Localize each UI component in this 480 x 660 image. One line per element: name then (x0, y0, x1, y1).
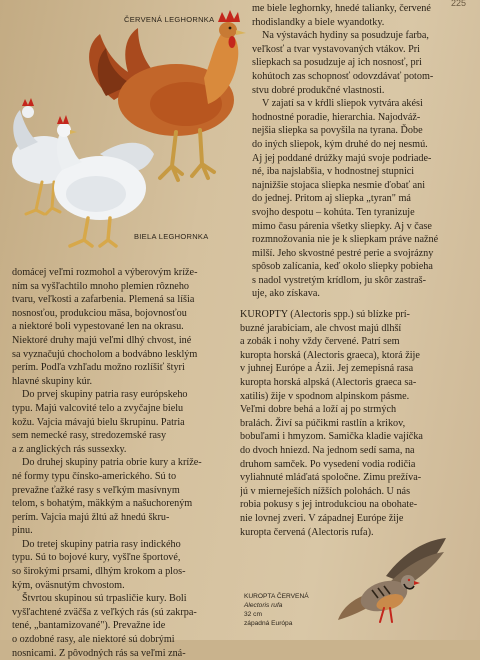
text-line: do iných sliepok, kým druhé do nej nesmú. (252, 138, 428, 150)
text-line: KUROPTY (Alectoris spp.) sú blízke prí- (240, 309, 410, 320)
text-line: milší. Jeho skvostné pestré perie a svojrázny (252, 247, 434, 259)
text-line: najnižšie stojaca sliepka nesmie ďobať ani (252, 179, 426, 191)
text-line: Štvrtou skupinou sú trpasličie kury. Boli (22, 593, 187, 605)
text-line: bralách. Živí sa púčikmi rastlín a krikov, (240, 417, 406, 429)
white-leghorn-hens-illustration (4, 94, 164, 254)
left-column-text (12, 266, 226, 660)
text-line: Veľmi dobre behá a loží aj po strmých (240, 404, 397, 416)
text-line: a z anglických rás sussexky. (12, 443, 127, 455)
text-line: ním sa vyšľachtilo mnoho plemien rôzneho (12, 280, 190, 292)
red-partridge-illustration (334, 532, 454, 636)
text-line: telom, s bohatým, mäkkým a našuchoreným (12, 498, 193, 510)
text-line: kohútoch zas schopnosť odovzdávať potom- (252, 70, 434, 82)
text-line: druhom samček. Po vysedení vodia rodičia (240, 458, 416, 470)
text-line: vyliahnuté mláďatá spoločne. Zimu prežíva- (240, 472, 422, 484)
text-line: Do prvej skupiny patria rasy európskeho (22, 389, 188, 401)
text-line: perím. Podľa vzhľadu možno rozlíšiť štyri (12, 362, 185, 374)
partridge-caption-range: západná Európa (244, 620, 293, 627)
text-line: kuropta horská alpská (Alectoris graeca sa- (240, 376, 417, 388)
text-line: mimo času párenia všetky sliepky. Aj v čase (252, 220, 432, 232)
text-line: a zobák i nohy vždy červené. Patrí sem (240, 336, 400, 348)
text-line: uje, ako získava. (252, 288, 320, 300)
text-line: kuropta červená (Alectoris rufa). (240, 526, 374, 538)
text-line: hlavné skupiny kúr. (12, 375, 93, 387)
partridge-caption (244, 592, 309, 628)
text-line: hodnostné poradie, hierarchia. Najodváž- (252, 111, 421, 123)
text-line: sliepkach sa posudzuje aj ich nosnosť, pri (252, 57, 422, 69)
red-leghorn-caption: ČERVENÁ LEGHORNKA (124, 15, 215, 24)
text-line: kým, oväsnutým chvostom. (12, 579, 125, 591)
text-line: Aj jej poddané drúžky majú svoje podriade- (252, 152, 432, 164)
text-line: tvaru, veľkosti a zafarbenia. Plemená sa líšia (12, 294, 195, 306)
text-line: tené, „bantamizované"). Prevažne ide (12, 620, 166, 632)
partridge-caption-name: KUROPTA ČERVENÁ (244, 593, 309, 600)
partridge-caption-latin: Alectoris rufa (244, 602, 283, 609)
right-column-partridge-text (240, 308, 462, 539)
text-line: sem nemecké rasy, stredozemské rasy (12, 430, 167, 442)
text-line: typu. Majú valcovité telo a zvyčajne bielu (12, 402, 184, 414)
text-line: v juhnej Európe a Ázii. Jej zemepisná rasa (240, 363, 414, 375)
text-line: do jednej. Pritom aj sliepka „tyran" má (252, 193, 411, 205)
text-line: xatilis) žije v spodnom alpinskom pásme. (240, 390, 410, 402)
text-line: rhodislandky a biele wyandotky. (252, 16, 385, 28)
text-line: Na výstavách hydiny sa posudzuje farba, (262, 30, 429, 42)
text-line: do dvoch hniezd. Na jednom sedí sama, na (240, 444, 415, 456)
text-line: kožu. Vajcia mávajú bielu škrupinu. Patria (12, 416, 185, 428)
text-line: so širokými prsami, dlhým krokom a plos- (12, 566, 186, 578)
text-line: o ozdobné rasy, ale niektoré sú dobrými (12, 634, 175, 646)
text-line: s nadol vystretým krídlom, ju skôr zastraš- (252, 274, 427, 286)
text-line: V zajatí sa v kŕdli sliepok vytvára akési (262, 98, 423, 110)
text-line: nosnicami. Z pôvodných rás sa veľmi zná- (12, 647, 186, 659)
white-leghorn-caption: BIELA LEGHORNKA (134, 232, 209, 241)
text-line: jú v mierneješích nížších polohách. U nás (240, 485, 411, 497)
right-column-top-text (252, 2, 462, 301)
text-line: nie lovnej zveri. V západnej Európe žije (240, 512, 404, 524)
text-line: né, iba najslabšia, v hodnostnej stupnici (252, 166, 415, 178)
text-line: Do tretej skupiny patria rasy indického (22, 538, 181, 550)
text-line: nejšia sliepka sa povyšila na tyrana. Ďobe (252, 125, 423, 137)
text-line: Niektoré druhy majú veľmi dlhý chvost, iné (12, 334, 192, 346)
text-line: me biele leghornky, hnedé talianky, červené (252, 3, 431, 14)
text-line: spôsob zalícania, keď okolo sliepky pobieha (252, 261, 433, 273)
text-line: svojho despotu – kohúta. Ten tyranizuje (252, 206, 415, 218)
text-line: stvu dobré produkčné vlastnosti. (252, 84, 385, 96)
text-line: robia pokusy s jej introdukciou na obohate- (240, 499, 418, 511)
page-number: 225 (450, 0, 466, 8)
text-line: buzné jarabiciam, ale chvost majú dlhší (240, 322, 402, 334)
text-line: prevažne ťažké rasy s veľkým masívnym (12, 484, 180, 496)
text-line: a niektoré boli vypestované len na okrasu. (12, 321, 184, 333)
text-line: né formy typu čínsko-amerického. Sú to (12, 470, 177, 482)
text-line: rozmnožovania nie je k sliepkam práve nažné (252, 234, 439, 246)
text-line: Do druhej skupiny patria obrie kury a kríže- (22, 457, 202, 469)
text-line: veľkosť a tvar vystavovaných vtákov. Pri (252, 43, 420, 55)
text-line: perím. Vajcia majú žltú až hnedú škru- (12, 511, 170, 523)
text-line: bobuľami i hmyzom. Samička kladie vajíčka (240, 431, 423, 443)
text-line: kuropta horská (Alectoris graeca), ktorá žije (240, 349, 420, 361)
text-line: nosnosťou, produkciou mäsa, bojovnosťou (12, 307, 187, 319)
partridge-caption-size: 32 cm (244, 611, 262, 618)
text-line: pinu. (12, 525, 33, 537)
text-line: sa vyznačujú chocholom a bodvábno lesklým (12, 348, 198, 360)
text-line: vyšľachtené zväčša z veľkých rás (sú zakrpa- (12, 606, 197, 618)
text-line: domácej veľmi rozmohol a výberovým kríže- (12, 267, 198, 278)
text-line: typu. Sú to bojové kury, vyšľne športové, (12, 552, 181, 564)
